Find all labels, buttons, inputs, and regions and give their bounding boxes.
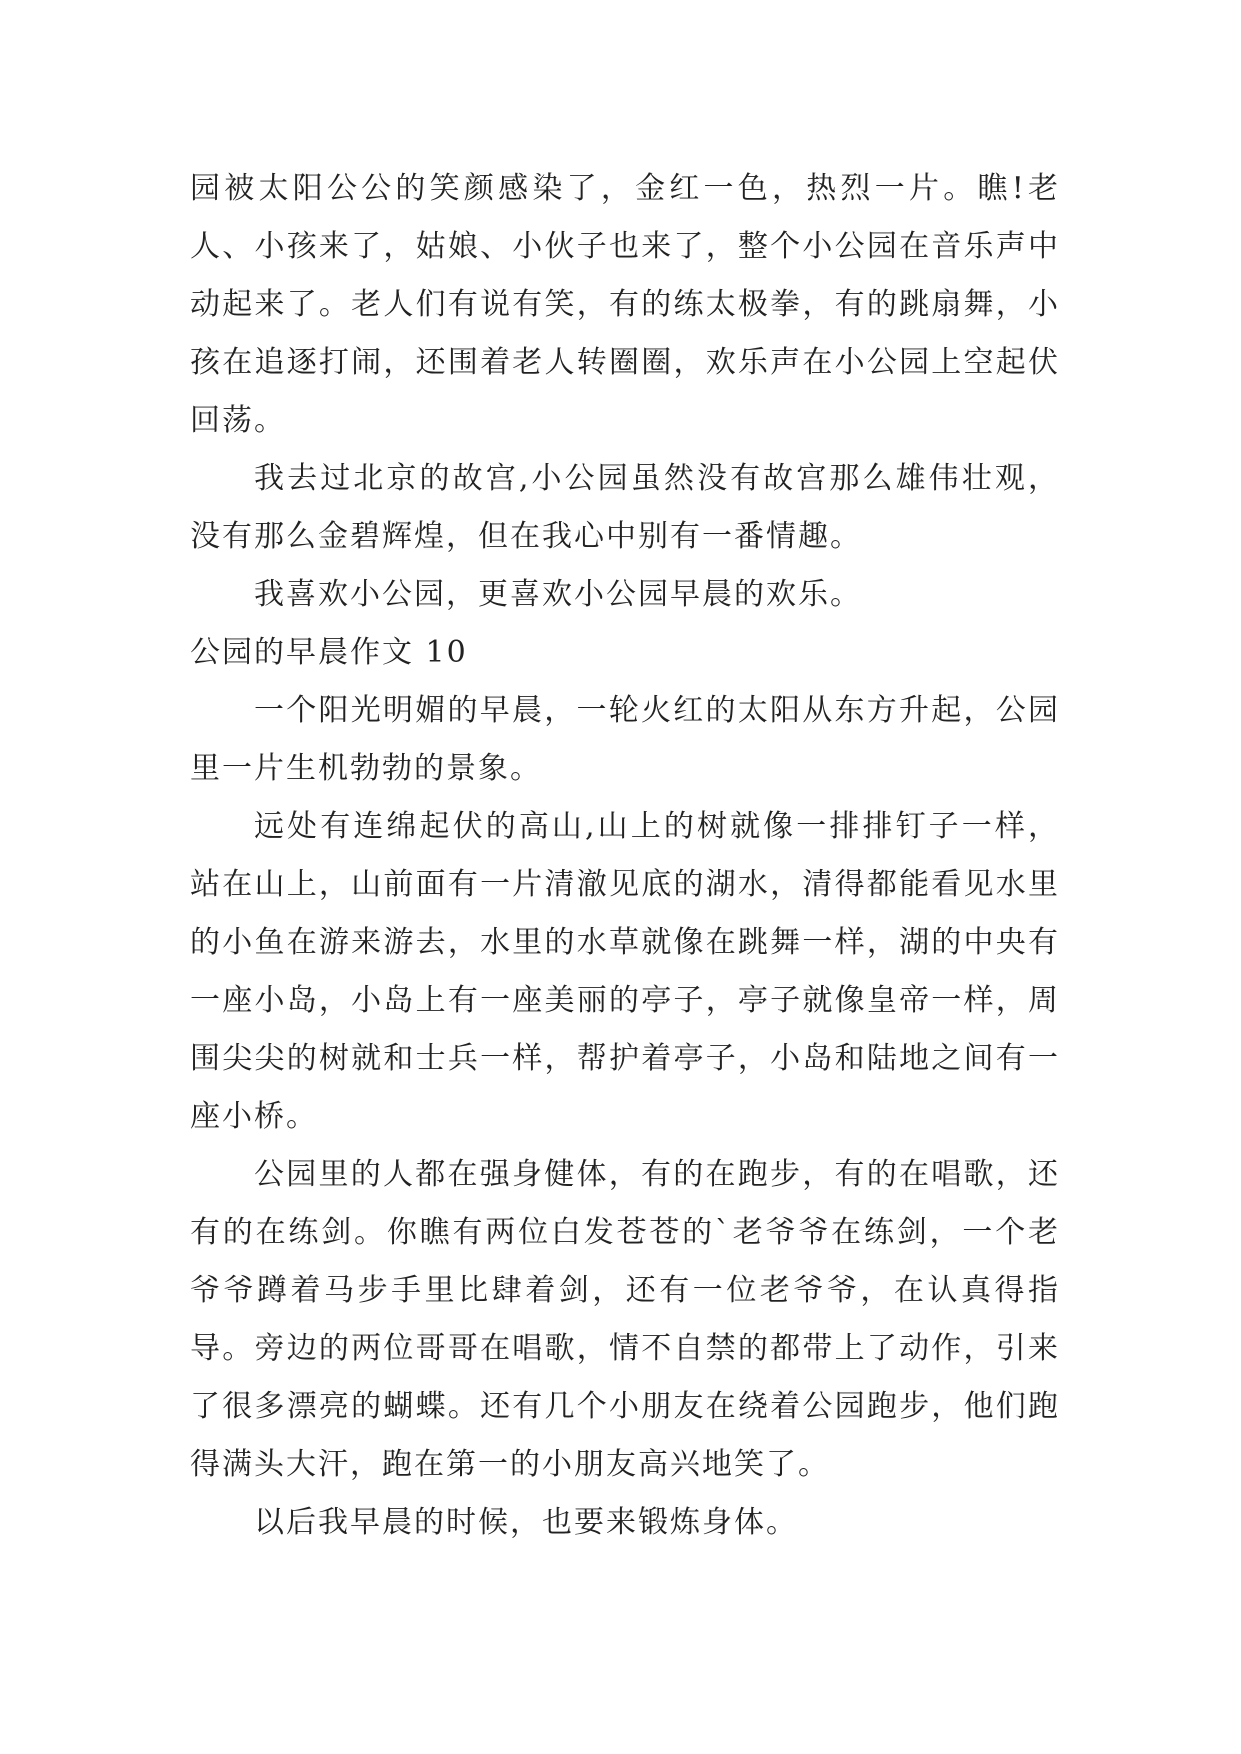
paragraph: 公园里的人都在强身健体，有的在跑步，有的在唱歌，还有的在练剑。你瞧有两位白发苍苍的`老爷爷在练剑，一个老爷爷蹲着马步手里比肆着剑，还有一位老爷爷，在认真得指导。旁边的两位哥哥在唱歌，情不自禁的都带上了动作，引来了很多漂亮的蝴蝶。还有几个小朋友在绕着公园跑步，他们跑得满头大汗，跑在第一的小朋友高兴地笑了。 (190, 1157, 1060, 1482)
document-body (190, 160, 1060, 1552)
paragraph-continued: 园被太阳公公的笑颜感染了，金红一色，热烈一片。瞧!老人、小孩来了，姑娘、小伙子也来了，整个小公园在音乐声中动起来了。老人们有说有笑，有的练太极拳，有的跳扇舞，小孩在追逐打闹，还围着老人转圈圈，欢乐声在小公园上空起伏回荡。 (190, 171, 1060, 438)
section-heading: 公园的早晨作文 10 (190, 635, 468, 670)
paragraph: 远处有连绵起伏的高山,山上的树就像一排排钉子一样，站在山上，山前面有一片清澈见底的湖水，清得都能看见水里的小鱼在游来游去，水里的水草就像在跳舞一样，湖的中央有一座小岛，小岛上有一座美丽的亭子，亭子就像皇帝一样，周围尖尖的树就和士兵一样，帮护着亭子，小岛和陆地之间有一座小桥。 (190, 809, 1060, 1134)
paragraph: 我去过北京的故宫,小公园虽然没有故宫那么雄伟壮观，没有那么金碧辉煌，但在我心中别有一番情趣。 (190, 461, 1060, 554)
paragraph: 一个阳光明媚的早晨，一轮火红的太阳从东方升起，公园里一片生机勃勃的景象。 (190, 693, 1060, 786)
paragraph: 我喜欢小公园，更喜欢小公园早晨的欢乐。 (254, 577, 862, 612)
paragraph: 以后我早晨的时候，也要来锻炼身体。 (254, 1505, 798, 1540)
